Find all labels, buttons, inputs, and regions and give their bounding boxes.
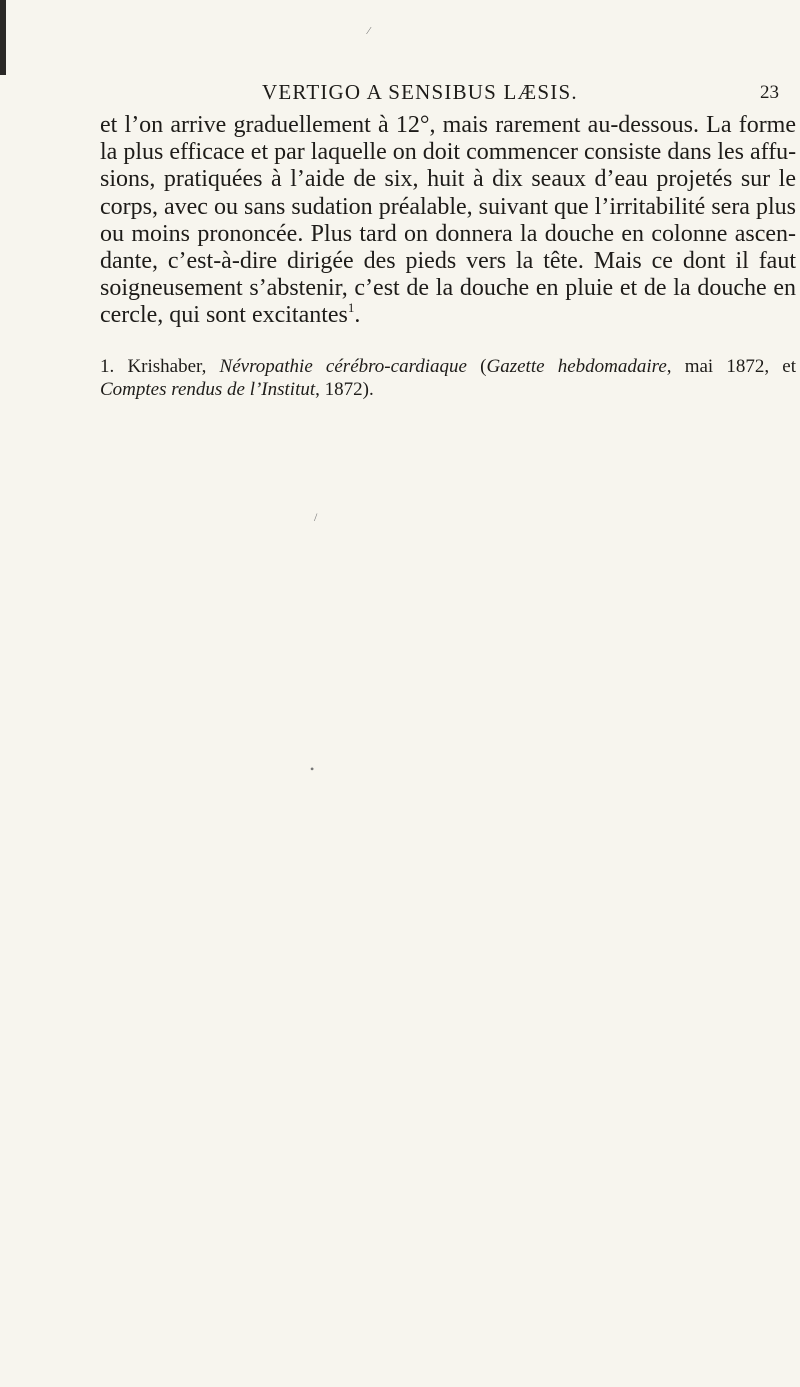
body-line: soigneusement s’abstenir, c’est de la douche en pluie et de la douche en [100,275,796,302]
body-line: la plus efficace et par laquelle on doit commencer consiste dans les affu- [100,139,797,166]
footnote-author: Krishaber, [127,356,207,377]
ink-speck: • [310,762,315,776]
page-header [0,80,800,110]
ink-speck: / [314,510,318,524]
body-last-period: . [354,302,361,329]
body-line-last [100,302,796,329]
page-edge-shadow [0,0,6,75]
footnote-reference: 1 [347,300,355,316]
running-head: VERTIGO A SENSIBUS LÆSIS. [262,80,578,104]
body-line: dante, c’est-à-dire dirigée des pieds vers la tête. Mais ce dont il faut [100,247,796,274]
footnote-comptes: Comptes rendus de l’Institut [100,379,316,400]
body-line: et l’on arrive graduellement à 12°, mais rarement au-dessous. La forme [100,112,796,138]
footnote-line [100,355,796,378]
body-paragraph [100,112,796,330]
footnote-date: , mai 1872, et [666,356,797,377]
body-line: ou moins prononcée. Plus tard on donnera la douche en colonne ascen- [100,220,796,247]
body-line: corps, avec ou sans sudation préalable, suivant que l’irritabilité sera plus [100,193,796,220]
page-number: 23 [760,82,779,103]
footnote [100,355,796,401]
body-line: sions, pratiquées à l’aide de six, huit à dix seaux d’eau projetés sur le [100,166,796,193]
footnote-journal: Gazette hebdomadaire [486,356,667,377]
footnote-title: Névropathie cérébro-cardiaque [219,356,467,377]
footnote-number: 1. [100,356,115,377]
ink-mark: ⁄ [368,26,370,37]
footnote-open-paren: ( [480,356,487,377]
footnote-tail: , 1872). [315,379,374,400]
body-last-text: cercle, qui sont excitantes [100,302,348,329]
footnote-line [100,378,796,401]
